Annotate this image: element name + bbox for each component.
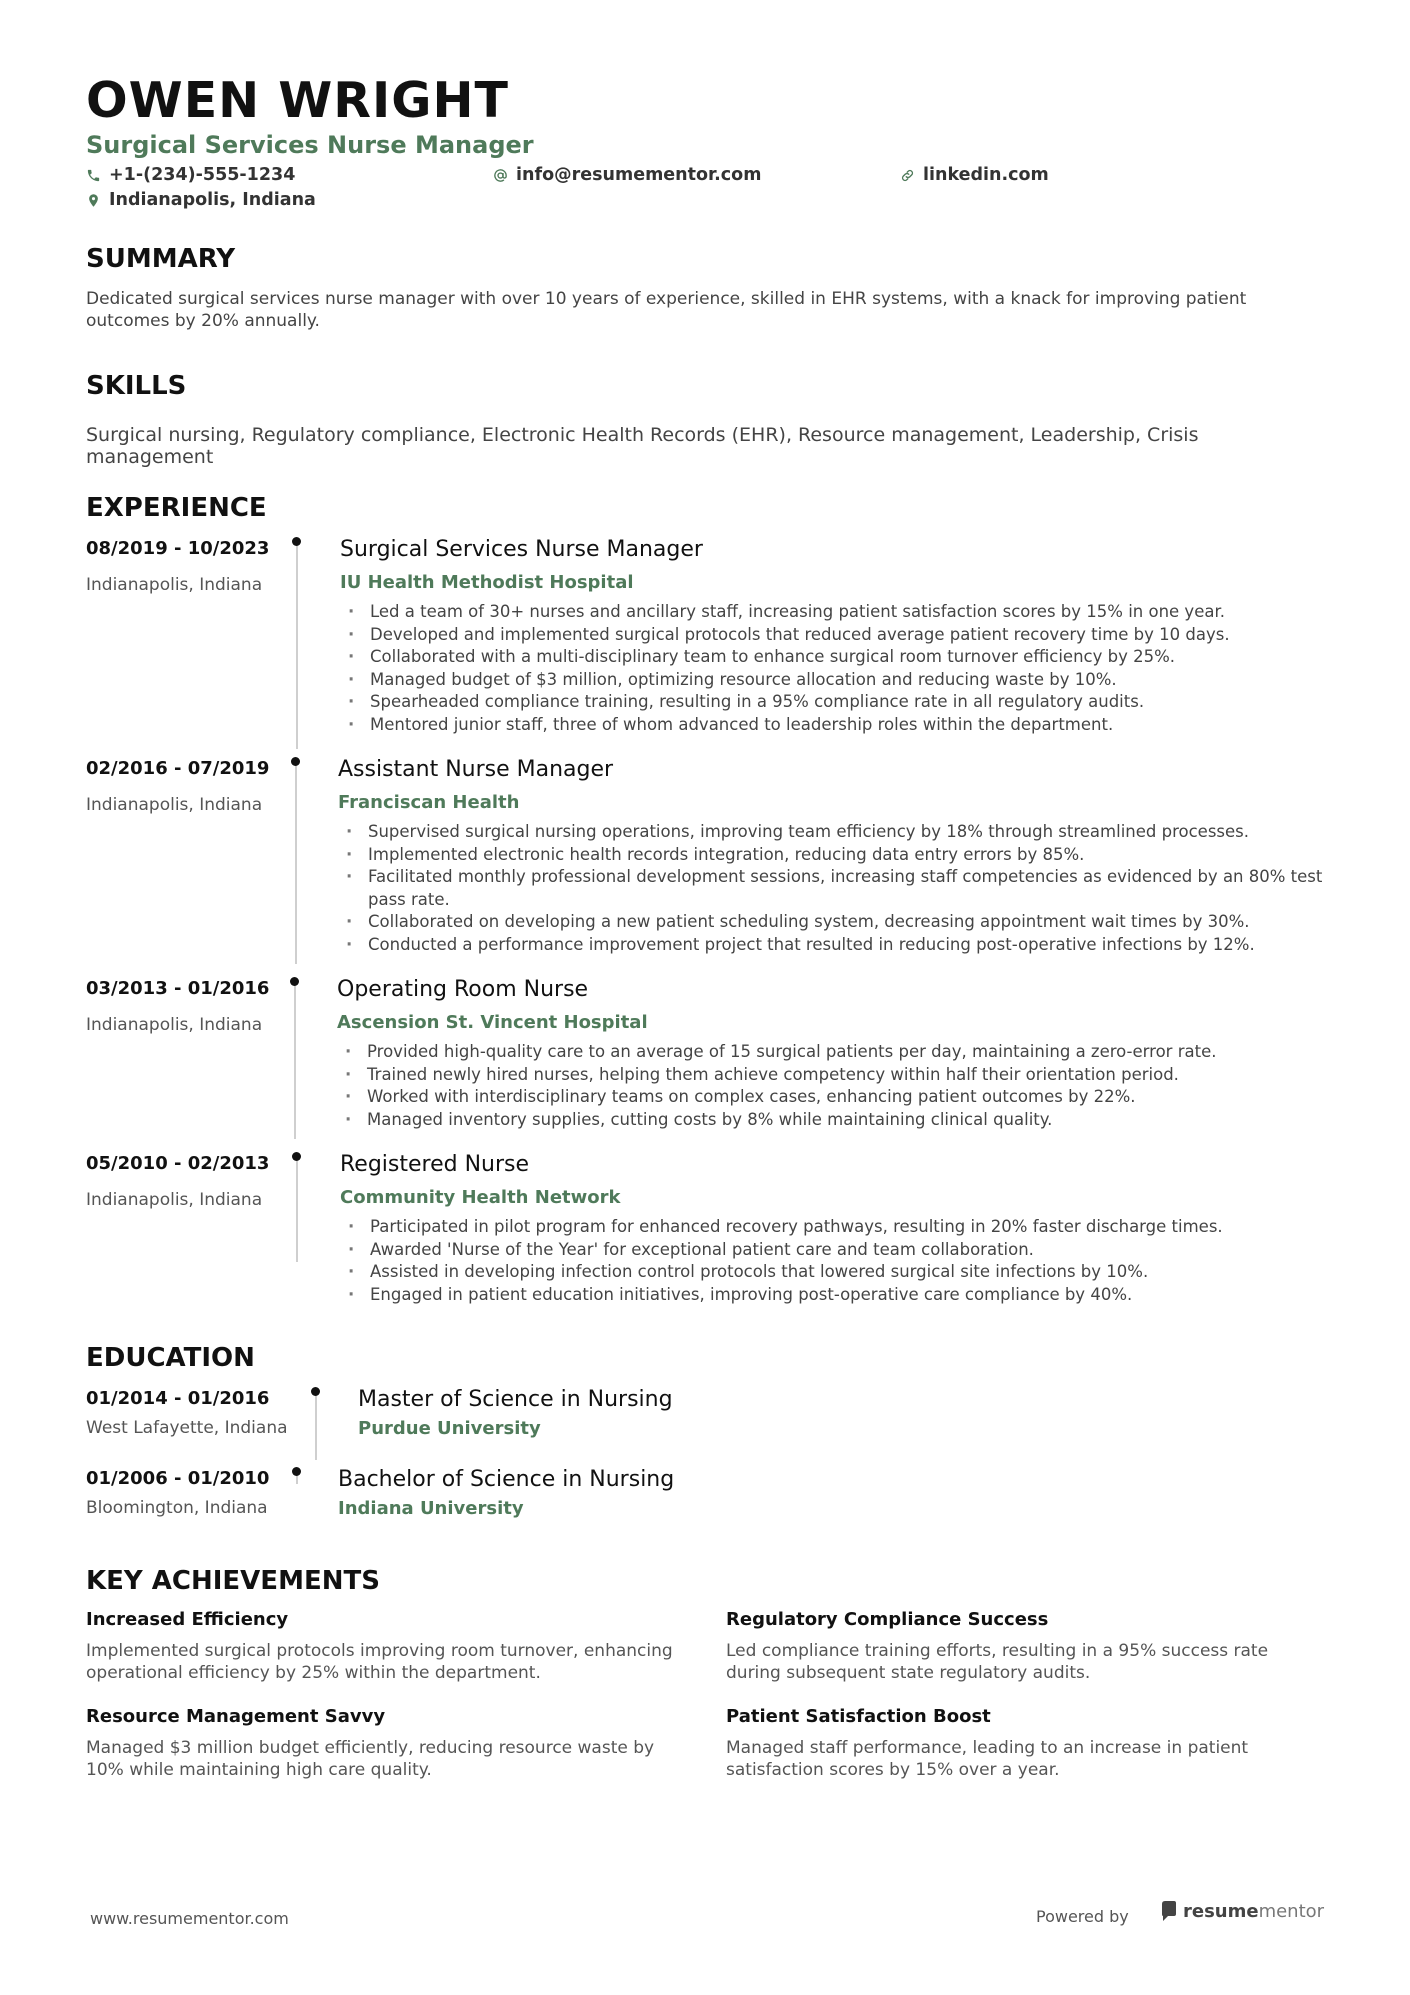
bullet-item: · Supervised surgical nursing operations, improving team efficiency by 18% through streamlined processes. (340, 821, 1335, 844)
bullet-item: · Facilitated monthly professional development sessions, increasing staff competencies as evidenced by an 80% test pass rate. (340, 866, 1335, 911)
timeline-dot (292, 1152, 301, 1161)
contact-location (86, 190, 316, 210)
job-bullets (339, 1041, 1329, 1131)
timeline-dot (291, 757, 300, 766)
bullet-item: · Trained newly hired nurses, helping them achieve competency within half their orientation period. (339, 1064, 1329, 1087)
achievement-title: Increased Efficiency (86, 1609, 289, 1630)
bullet-item: · Awarded 'Nurse of the Year' for exceptional patient care and team collaboration. (342, 1239, 1332, 1262)
skills-text: Surgical nursing, Regulatory compliance, Electronic Health Records (EHR), Resource management, Leadership, Crisis management (86, 424, 1199, 468)
edu-dates: 01/2006 - 01/2010 (86, 1468, 270, 1489)
job-dates: 02/2016 - 07/2019 (86, 758, 270, 779)
candidate-role: Surgical Services Nurse Manager (86, 131, 534, 159)
brand-name (1183, 1901, 1324, 1922)
phone-icon (86, 168, 101, 183)
job-company: Franciscan Health (338, 792, 520, 813)
job-company: Ascension St. Vincent Hospital (337, 1012, 648, 1033)
timeline-line (295, 762, 297, 964)
job-location: Indianapolis, Indiana (86, 575, 263, 595)
candidate-name: OWEN WRIGHT (86, 72, 509, 129)
bullet-item: · Implemented electronic health records integration, reducing data entry errors by 85%. (340, 844, 1335, 867)
bullet-item: · Spearheaded compliance training, resulting in a 95% compliance rate in all regulatory audits. (342, 691, 1332, 714)
achievement-text: Managed $3 million budget efficiently, reducing resource waste by 10% while maintaining high care quality. (86, 1738, 655, 1780)
job-title: Operating Room Nurse (337, 977, 589, 1002)
job-company: IU Health Methodist Hospital (340, 572, 634, 593)
job-bullets (340, 821, 1335, 956)
timeline-line (315, 1392, 317, 1460)
email-text[interactable]: info@resumementor.com (516, 165, 762, 185)
timeline-line (294, 981, 296, 1139)
job-dates: 08/2019 - 10/2023 (86, 538, 270, 559)
job-title: Surgical Services Nurse Manager (340, 537, 703, 562)
bullet-item: · Engaged in patient education initiatives, improving post-operative care compliance by 40%. (342, 1284, 1332, 1307)
brand-light: mentor (1258, 1900, 1325, 1922)
bullet-item: · Led a team of 30+ nurses and ancillary staff, increasing patient satisfaction scores by 15% in one year. (342, 601, 1332, 624)
bullet-item: · Managed budget of $3 million, optimizing resource allocation and reducing waste by 10%. (342, 669, 1332, 692)
achievement-text: Implemented surgical protocols improving room turnover, enhancing operational efficiency by 25% within the department. (86, 1641, 673, 1683)
edu-school: Purdue University (358, 1418, 541, 1439)
edu-degree: Master of Science in Nursing (358, 1387, 673, 1412)
summary-text: Dedicated surgical services nurse manager with over 10 years of experience, skilled in EHR systems, with a knack for improving patient outcomes by 20% annually. (86, 289, 1247, 331)
job-dates: 03/2013 - 01/2016 (86, 978, 270, 999)
achievement-text: Managed staff performance, leading to an increase in patient satisfaction scores by 15% over a year. (726, 1738, 1249, 1780)
bullet-item: · Collaborated on developing a new patient scheduling system, decreasing appointment wait times by 30%. (340, 911, 1335, 934)
link-icon (900, 168, 915, 183)
bullet-item: · Developed and implemented surgical protocols that reduced average patient recovery time by 10 days. (342, 624, 1332, 647)
timeline-dot (290, 977, 299, 986)
bullet-item: · Collaborated with a multi-disciplinary team to enhance surgical room turnover efficiency by 25%. (342, 646, 1332, 669)
timeline-line (296, 542, 298, 749)
location-pin-icon (86, 193, 101, 208)
bullet-item: · Provided high-quality care to an average of 15 surgical patients per day, maintaining a zero-error rate. (339, 1041, 1329, 1064)
footer-website[interactable]: www.resumementor.com (90, 1909, 289, 1928)
education-heading: EDUCATION (86, 1343, 255, 1373)
job-bullets (342, 601, 1332, 736)
job-bullets (342, 1216, 1332, 1306)
achievement-title: Resource Management Savvy (86, 1706, 386, 1727)
edu-dates: 01/2014 - 01/2016 (86, 1388, 270, 1409)
timeline-line (296, 1156, 298, 1262)
bullet-item: · Worked with interdisciplinary teams on complex cases, enhancing patient outcomes by 22%. (339, 1086, 1329, 1109)
contact-phone (86, 165, 295, 185)
edu-degree: Bachelor of Science in Nursing (338, 1467, 675, 1492)
bullet-item: · Conducted a performance improvement project that resulted in reducing post-operative infections by 12%. (340, 934, 1335, 957)
contact-linkedin[interactable] (900, 165, 1049, 185)
linkedin-text[interactable]: linkedin.com (923, 165, 1049, 185)
edu-location: West Lafayette, Indiana (86, 1418, 288, 1438)
footer-powered-by: Powered by (1036, 1907, 1129, 1926)
skills-heading: SKILLS (86, 371, 187, 401)
job-title: Assistant Nurse Manager (338, 757, 614, 782)
achievement-title: Patient Satisfaction Boost (726, 1706, 991, 1727)
achievement-text: Led compliance training efforts, resulting in a 95% success rate during subsequent state regulatory audits. (726, 1641, 1269, 1683)
brand-bold: resume (1183, 1900, 1259, 1922)
edu-location: Bloomington, Indiana (86, 1498, 268, 1518)
job-title: Registered Nurse (340, 1152, 530, 1177)
experience-heading: EXPERIENCE (86, 493, 267, 523)
bullet-item: · Assisted in developing infection control protocols that lowered surgical site infections by 10%. (342, 1261, 1332, 1284)
timeline-dot (292, 1467, 301, 1476)
resumementor-logo-icon (1160, 1900, 1177, 1922)
achievement-title: Regulatory Compliance Success (726, 1609, 1049, 1630)
bullet-item: · Mentored junior staff, three of whom advanced to leadership roles within the department. (342, 714, 1332, 737)
phone-text: +1-(234)-555-1234 (109, 165, 296, 185)
edu-school: Indiana University (338, 1498, 524, 1519)
job-location: Indianapolis, Indiana (86, 1015, 263, 1035)
job-location: Indianapolis, Indiana (86, 1190, 263, 1210)
brand-logo[interactable] (1160, 1900, 1324, 1922)
job-dates: 05/2010 - 02/2013 (86, 1153, 270, 1174)
at-icon (493, 168, 508, 183)
job-company: Community Health Network (340, 1187, 621, 1208)
bullet-item: · Participated in pilot program for enhanced recovery pathways, resulting in 20% faster discharge times. (342, 1216, 1332, 1239)
contact-email[interactable] (493, 165, 761, 185)
timeline-dot (311, 1387, 320, 1396)
bullet-item: · Managed inventory supplies, cutting costs by 8% while maintaining clinical quality. (339, 1109, 1329, 1132)
job-location: Indianapolis, Indiana (86, 795, 263, 815)
achievements-heading: KEY ACHIEVEMENTS (86, 1566, 380, 1596)
location-text: Indianapolis, Indiana (109, 190, 316, 210)
summary-heading: SUMMARY (86, 244, 236, 274)
timeline-dot (292, 537, 301, 546)
